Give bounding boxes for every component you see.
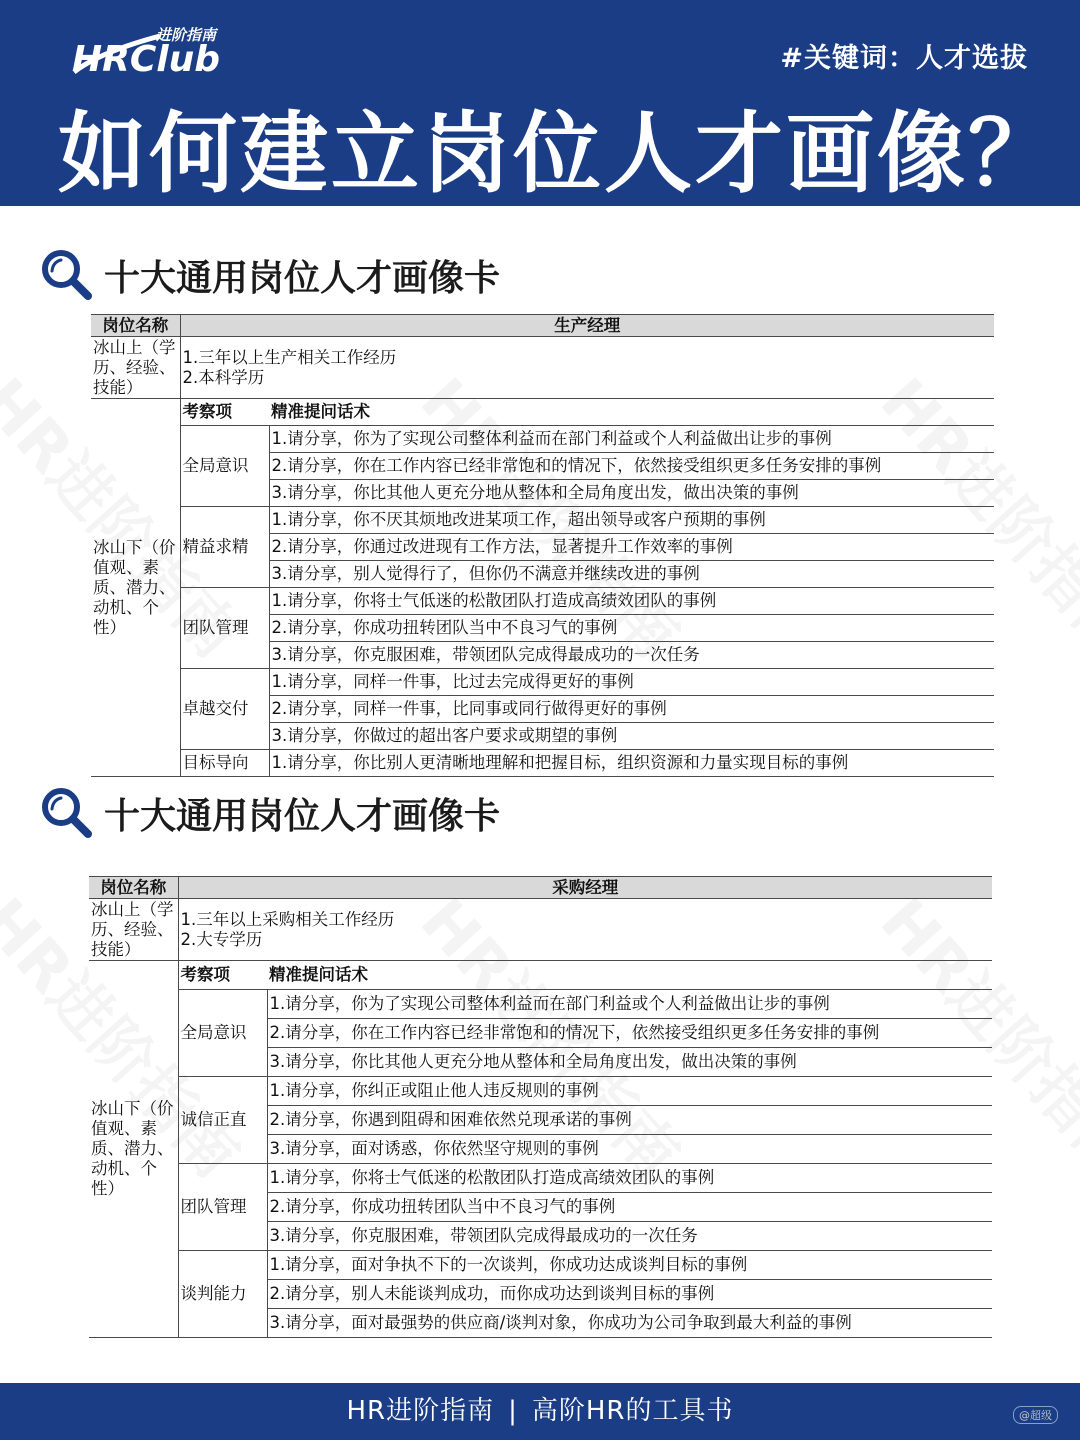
above-iceberg-content <box>178 899 992 961</box>
question-cell: 3.请分享，你比其他人更充分地从整体和全局角度出发，做出决策的事例 <box>269 480 994 507</box>
category-cell: 卓越交付 <box>180 669 269 750</box>
logo-small-text: 进阶指南 <box>156 26 217 44</box>
footer-banner <box>0 1383 1080 1440</box>
keyword-tag: #关键词：人才选拔 <box>780 43 1028 74</box>
above-line: 1.三年以上生产相关工作经历 <box>182 347 397 367</box>
question-cell: 2.请分享，你通过改进现有工作方法，显著提升工作效率的事例 <box>269 534 994 561</box>
logo-main-text: HRClub <box>72 39 221 76</box>
above-iceberg-label: 冰山上（学历、经验、技能） <box>89 899 178 961</box>
table-row <box>89 961 992 990</box>
question-cell: 2.请分享，你在工作内容已经非常饱和的情况下，依然接受组织更多任务安排的事例 <box>269 453 994 480</box>
question-cell: 2.请分享，你在工作内容已经非常饱和的情况下，依然接受组织更多任务安排的事例 <box>267 1019 992 1048</box>
position-value: 采购经理 <box>178 877 992 899</box>
table-row <box>91 426 994 453</box>
question-cell: 3.请分享，你比其他人更充分地从整体和全局角度出发，做出决策的事例 <box>267 1048 992 1077</box>
question-cell: 1.请分享，你为了实现公司整体利益而在部门利益或个人利益做出让步的事例 <box>267 990 992 1019</box>
table-row <box>89 899 992 961</box>
table-row <box>89 1251 992 1280</box>
position-label: 岗位名称 <box>89 877 178 899</box>
category-cell: 精益求精 <box>180 507 269 588</box>
question-cell: 2.请分享，你成功扭转团队当中不良习气的事例 <box>267 1193 992 1222</box>
footer-brand: HR进阶指南 <box>346 1396 495 1426</box>
source-badge: @超级 <box>1013 1406 1058 1424</box>
table-row <box>91 669 994 696</box>
category-cell: 诚信正直 <box>178 1077 267 1164</box>
talent-card-table <box>89 876 992 1338</box>
table-row <box>89 1164 992 1193</box>
section-title: 十大通用岗位人才画像卡 <box>104 258 501 299</box>
col-header-question: 精准提问话术 <box>269 399 994 426</box>
category-cell: 团队管理 <box>178 1164 267 1251</box>
question-cell: 3.请分享，面对最强势的供应商/谈判对象，你成功为公司争取到最大利益的事例 <box>267 1309 992 1338</box>
category-cell: 谈判能力 <box>178 1251 267 1338</box>
footer-divider: | <box>508 1396 518 1426</box>
table-row <box>91 507 994 534</box>
col-header-item: 考察项 <box>180 399 269 426</box>
magnifier-icon <box>38 784 94 840</box>
question-cell: 3.请分享，你做过的超出客户要求或期望的事例 <box>269 723 994 750</box>
question-cell: 1.请分享，你不厌其烦地改进某项工作，超出领导或客户预期的事例 <box>269 507 994 534</box>
col-header-item: 考察项 <box>178 961 267 990</box>
question-cell: 3.请分享，别人觉得行了，但你仍不满意并继续改进的事例 <box>269 561 994 588</box>
question-cell: 3.请分享，面对诱惑，你依然坚守规则的事例 <box>267 1135 992 1164</box>
footer-slogan: 高阶HR的工具书 <box>531 1396 734 1426</box>
table-row <box>91 588 994 615</box>
question-cell: 1.请分享，你将士气低迷的松散团队打造成高绩效团队的事例 <box>267 1164 992 1193</box>
table-row <box>89 877 992 899</box>
table-row <box>91 399 994 426</box>
above-line: 2.本科学历 <box>182 367 265 387</box>
above-line: 2.大专学历 <box>180 929 263 949</box>
question-cell: 2.请分享，别人未能谈判成功，而你成功达到谈判目标的事例 <box>267 1280 992 1309</box>
position-label: 岗位名称 <box>91 315 180 337</box>
magnifier-icon <box>38 246 94 302</box>
table-row <box>89 990 992 1019</box>
question-cell: 2.请分享，你成功扭转团队当中不良习气的事例 <box>269 615 994 642</box>
question-cell: 1.请分享，你为了实现公司整体利益而在部门利益或个人利益做出让步的事例 <box>269 426 994 453</box>
category-cell: 团队管理 <box>180 588 269 669</box>
question-cell: 2.请分享，同样一件事，比同事或同行做得更好的事例 <box>269 696 994 723</box>
talent-card-table <box>91 314 994 777</box>
question-cell: 1.请分享，面对争执不下的一次谈判，你成功达成谈判目标的事例 <box>267 1251 992 1280</box>
hrclub-logo <box>70 22 250 76</box>
above-iceberg-label: 冰山上（学历、经验、技能） <box>91 337 180 399</box>
question-cell: 3.请分享，你克服困难，带领团队完成得最成功的一次任务 <box>269 642 994 669</box>
question-cell: 1.请分享，你纠正或阻止他人违反规则的事例 <box>267 1077 992 1106</box>
position-value: 生产经理 <box>180 315 994 337</box>
table-row <box>91 315 994 337</box>
table-row <box>91 750 994 777</box>
col-header-question: 精准提问话术 <box>267 961 992 990</box>
question-cell: 1.请分享，你比别人更清晰地理解和把握目标，组织资源和力量实现目标的事例 <box>269 750 994 777</box>
below-iceberg-label: 冰山下（价值观、素质、潜力、动机、个性） <box>89 961 178 1338</box>
table-row <box>89 1077 992 1106</box>
above-iceberg-content <box>180 337 994 399</box>
question-cell: 1.请分享，同样一件事，比过去完成得更好的事例 <box>269 669 994 696</box>
category-cell: 全局意识 <box>180 426 269 507</box>
table-row <box>91 337 994 399</box>
page-title: 如何建立岗位人才画像？ <box>58 102 1060 205</box>
section-title: 十大通用岗位人才画像卡 <box>104 796 501 837</box>
question-cell: 3.请分享，你克服困难，带领团队完成得最成功的一次任务 <box>267 1222 992 1251</box>
above-line: 1.三年以上采购相关工作经历 <box>180 909 395 929</box>
category-cell: 全局意识 <box>178 990 267 1077</box>
below-iceberg-label: 冰山下（价值观、素质、潜力、动机、个性） <box>91 399 180 777</box>
question-cell: 1.请分享，你将士气低迷的松散团队打造成高绩效团队的事例 <box>269 588 994 615</box>
header-banner <box>0 0 1080 206</box>
category-cell: 目标导向 <box>180 750 269 777</box>
question-cell: 2.请分享，你遇到阻碍和困难依然兑现承诺的事例 <box>267 1106 992 1135</box>
